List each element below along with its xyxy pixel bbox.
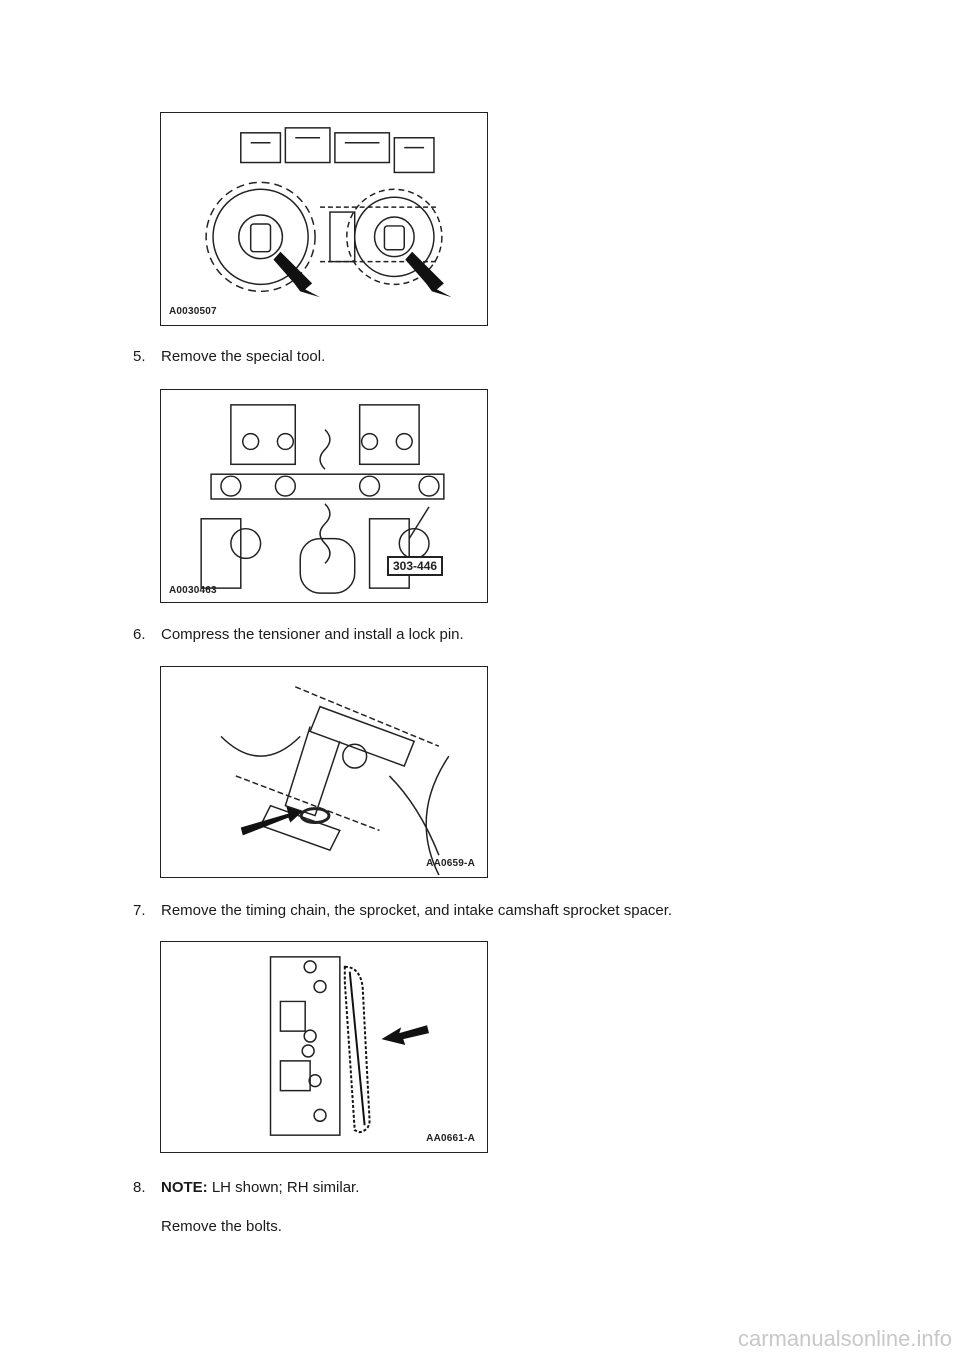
step-text: Remove the special tool. bbox=[161, 348, 326, 365]
note-text: LH shown; RH similar. bbox=[207, 1179, 360, 1196]
tool-number-label: 303-446 bbox=[387, 556, 443, 576]
arrow-icon bbox=[241, 807, 302, 836]
step-6 bbox=[133, 626, 464, 644]
figure-tensioner bbox=[160, 666, 488, 878]
figure-code: A0030507 bbox=[169, 306, 217, 317]
figure-special-tool bbox=[160, 389, 488, 603]
sprocket-illustration bbox=[161, 113, 487, 325]
step-8 bbox=[133, 1179, 359, 1197]
step-7 bbox=[133, 902, 672, 920]
step-text: Remove the bolts. bbox=[161, 1218, 282, 1235]
step-number: 8. bbox=[133, 1179, 146, 1196]
figure-camshaft-sprockets bbox=[160, 112, 488, 326]
figure-timing-chain bbox=[160, 941, 488, 1153]
step-text: Remove the timing chain, the sprocket, and intake camshaft sprocket spacer. bbox=[161, 902, 673, 919]
figure-code: AA0661-A bbox=[426, 1133, 475, 1144]
note-label: NOTE: bbox=[161, 1179, 208, 1196]
step-8-instruction bbox=[161, 1218, 282, 1236]
step-number: 7. bbox=[133, 902, 146, 919]
step-text: Compress the tensioner and install a lock pin. bbox=[161, 626, 464, 643]
step-number: 5. bbox=[133, 348, 146, 365]
arrow-icon bbox=[381, 1025, 429, 1045]
tensioner-illustration bbox=[161, 667, 487, 877]
watermark: carmanualsonline.info bbox=[737, 1326, 952, 1351]
chain bbox=[345, 967, 370, 1132]
arrow-icon bbox=[273, 252, 451, 298]
timing-chain-illustration bbox=[161, 942, 487, 1152]
figure-code: AA0659-A bbox=[426, 858, 475, 869]
step-number: 6. bbox=[133, 626, 146, 643]
step-5 bbox=[133, 348, 325, 366]
figure-code: A0030463 bbox=[169, 585, 217, 596]
